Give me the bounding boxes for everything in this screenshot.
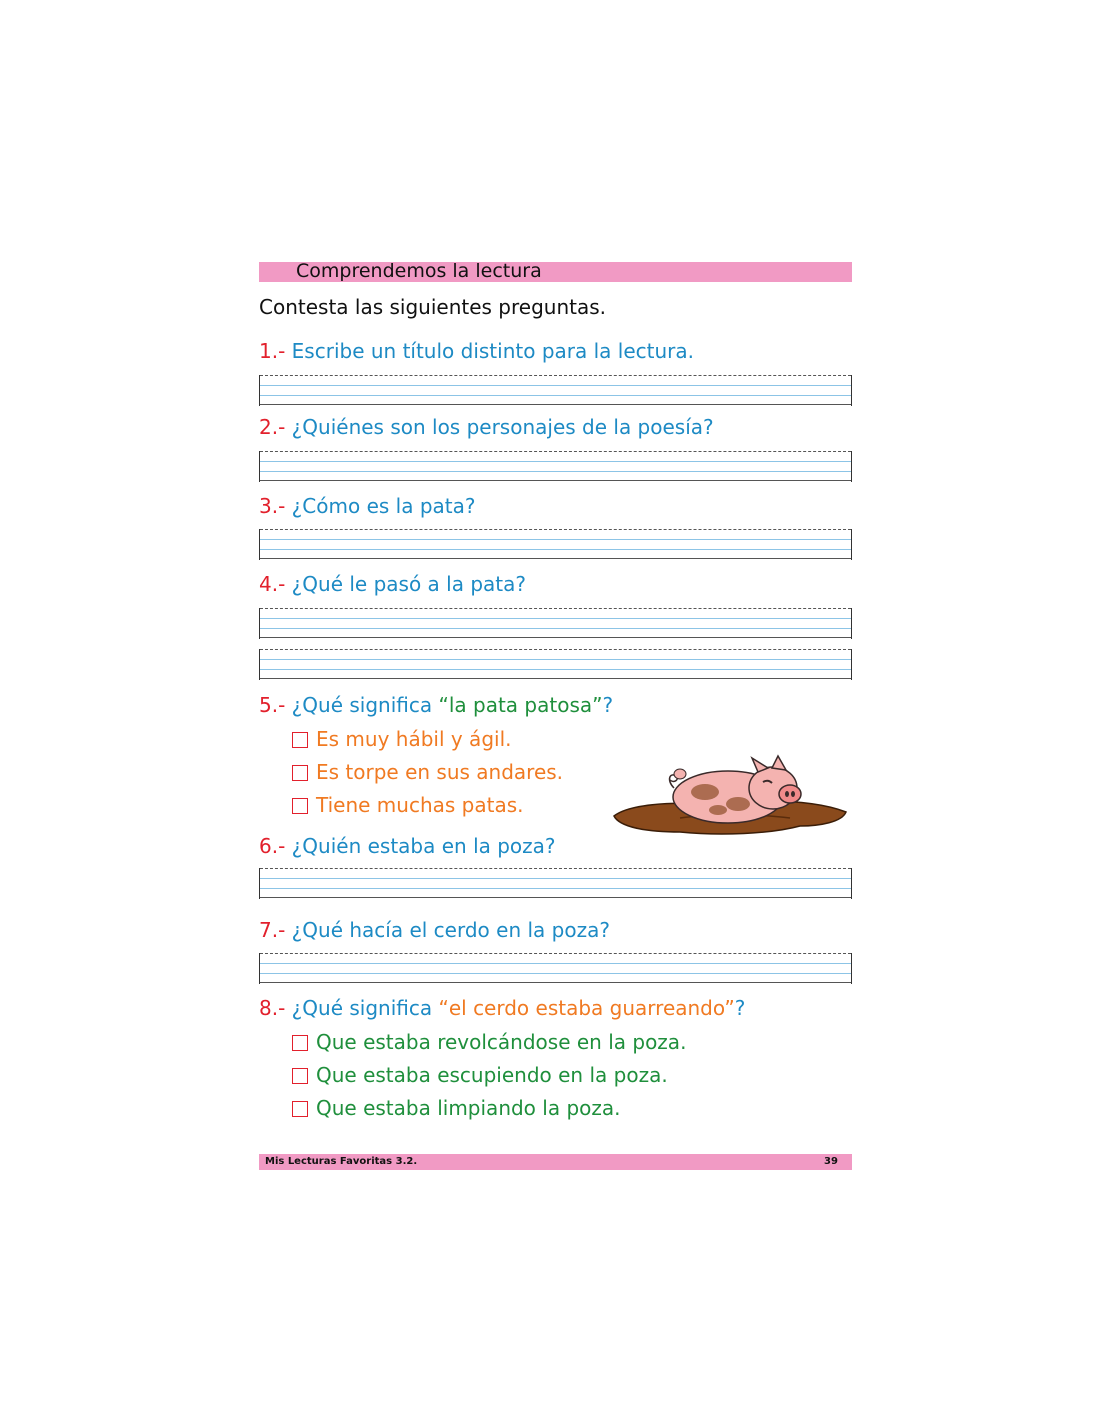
- question-text: ¿Qué le pasó a la pata?: [291, 572, 526, 596]
- option-label: Que estaba revolcándose en la poza.: [316, 1030, 687, 1054]
- question-end: ?: [602, 693, 614, 717]
- checkbox[interactable]: [292, 1101, 308, 1117]
- question-4: [259, 570, 526, 598]
- page-number: 39: [824, 1156, 838, 1167]
- question-number: 6.-: [259, 834, 286, 858]
- question-number: 4.-: [259, 572, 286, 596]
- option-label: Es torpe en sus andares.: [316, 760, 564, 784]
- answer-line-6[interactable]: [259, 868, 852, 899]
- question-number: 8.-: [259, 996, 286, 1020]
- checkbox[interactable]: [292, 765, 308, 781]
- question-text: ¿Cómo es la pata?: [291, 494, 476, 518]
- checkbox[interactable]: [292, 798, 308, 814]
- question-7: [259, 916, 610, 944]
- pig-snout: [779, 785, 801, 803]
- instruction-text: Contesta las siguientes preguntas.: [259, 295, 607, 319]
- option-label: Que estaba escupiendo en la poza.: [316, 1063, 668, 1087]
- answer-line-4a[interactable]: [259, 608, 852, 639]
- option-label: Es muy hábil y ágil.: [316, 727, 512, 751]
- option-8b[interactable]: [292, 1061, 668, 1089]
- checkbox[interactable]: [292, 732, 308, 748]
- footer-book-title: Mis Lecturas Favoritas 3.2.: [265, 1156, 418, 1167]
- answer-line-4b[interactable]: [259, 649, 852, 680]
- question-text: ¿Qué hacía el cerdo en la poza?: [291, 918, 610, 942]
- question-quote: “el cerdo estaba guarreando”: [438, 996, 735, 1020]
- checkbox[interactable]: [292, 1068, 308, 1084]
- answer-line-3[interactable]: [259, 529, 852, 560]
- question-2: [259, 413, 714, 441]
- question-number: 5.-: [259, 693, 286, 717]
- option-8a[interactable]: [292, 1028, 686, 1056]
- option-5c[interactable]: [292, 791, 524, 819]
- question-quote: “la pata patosa”: [438, 693, 603, 717]
- question-3: [259, 492, 475, 520]
- question-text: Escribe un título distinto para la lectura.: [291, 339, 694, 363]
- question-8: [259, 994, 745, 1022]
- question-end: ?: [734, 996, 746, 1020]
- question-text: ¿Qué significa: [291, 996, 433, 1020]
- question-5: [259, 691, 613, 719]
- question-6: [259, 832, 556, 860]
- answer-line-7[interactable]: [259, 953, 852, 984]
- option-label: Tiene muchas patas.: [316, 793, 524, 817]
- question-text: ¿Quiénes son los personajes de la poesía?: [291, 415, 714, 439]
- answer-line-1[interactable]: [259, 375, 852, 406]
- section-title: Comprendemos la lectura: [296, 260, 542, 282]
- question-number: 3.-: [259, 494, 286, 518]
- question-number: 7.-: [259, 918, 286, 942]
- question-number: 2.-: [259, 415, 286, 439]
- question-text: ¿Qué significa: [291, 693, 433, 717]
- pig-in-mud-illustration: [610, 752, 850, 842]
- checkbox[interactable]: [292, 1035, 308, 1051]
- option-5a[interactable]: [292, 725, 511, 753]
- question-text: ¿Quién estaba en la poza?: [291, 834, 556, 858]
- answer-line-2[interactable]: [259, 451, 852, 482]
- option-8c[interactable]: [292, 1094, 621, 1122]
- option-5b[interactable]: [292, 758, 563, 786]
- option-label: Que estaba limpiando la poza.: [316, 1096, 621, 1120]
- question-1: [259, 337, 694, 365]
- question-number: 1.-: [259, 339, 286, 363]
